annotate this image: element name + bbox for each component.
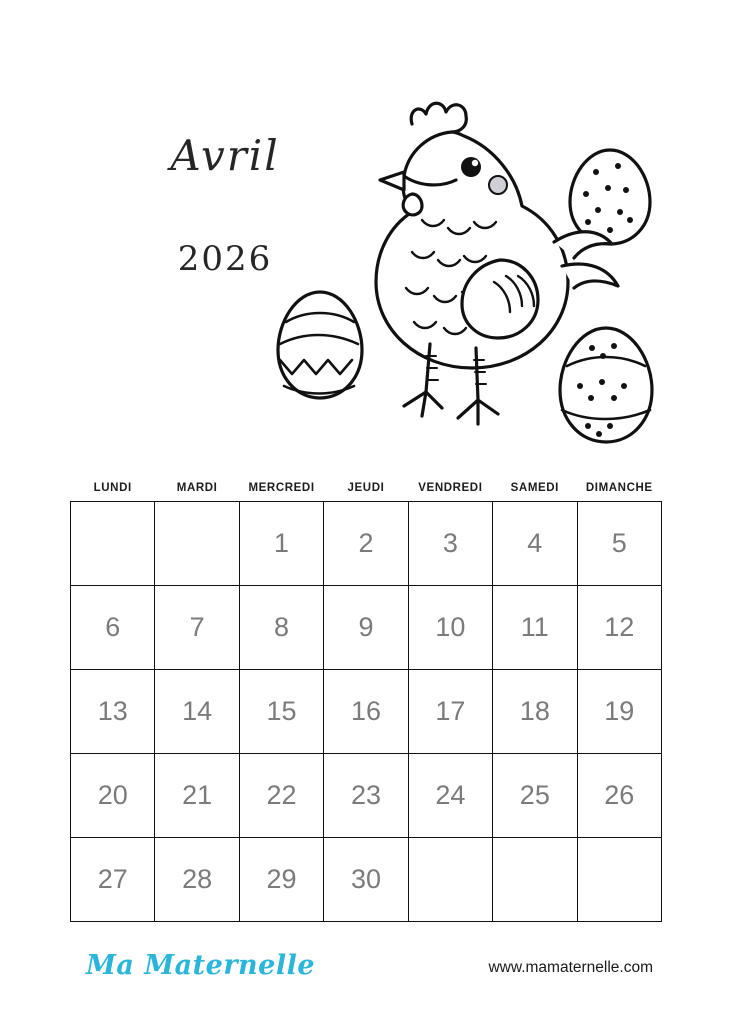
easter-chicken-and-eggs-illustration (262, 60, 682, 450)
egg-top-right (570, 150, 650, 244)
calendar-week-row (71, 502, 662, 586)
weekday-header-mercredi: MERCREDI (248, 482, 315, 494)
weekday-header-dimanche: DIMANCHE (585, 482, 653, 494)
weekday-header-mardi: MARDI (176, 482, 218, 494)
day-cell[interactable]: 22 (239, 754, 323, 838)
day-cell[interactable]: 16 (324, 670, 408, 754)
year-title: 2026 (177, 239, 273, 279)
day-cell[interactable]: 18 (493, 670, 577, 754)
calendar-table (70, 482, 662, 922)
day-cell[interactable] (577, 838, 661, 922)
day-cell[interactable]: 21 (155, 754, 239, 838)
weekday-header-lundi: LUNDI (93, 482, 132, 494)
day-cell[interactable]: 12 (577, 586, 661, 670)
day-cell[interactable]: 4 (493, 502, 577, 586)
day-cell[interactable]: 14 (155, 670, 239, 754)
day-cell[interactable] (408, 838, 492, 922)
calendar-grid (70, 482, 662, 922)
day-cell[interactable]: 25 (493, 754, 577, 838)
day-cell[interactable]: 15 (239, 670, 323, 754)
egg-left-striped (278, 292, 362, 398)
page-footer (0, 950, 731, 1024)
page-header (0, 0, 731, 460)
brand-logo: Ma Maternelle (86, 950, 316, 981)
day-cell[interactable]: 17 (408, 670, 492, 754)
day-cell[interactable]: 10 (408, 586, 492, 670)
day-cell[interactable]: 5 (577, 502, 661, 586)
day-cell[interactable]: 27 (71, 838, 155, 922)
calendar-week-row (71, 670, 662, 754)
day-cell[interactable] (493, 838, 577, 922)
day-cell[interactable]: 2 (324, 502, 408, 586)
day-cell[interactable]: 29 (239, 838, 323, 922)
website-url: www.mamaternelle.com (488, 959, 653, 976)
weekday-header-samedi: SAMEDI (510, 482, 559, 494)
day-cell[interactable]: 20 (71, 754, 155, 838)
day-cell[interactable]: 24 (408, 754, 492, 838)
day-cell[interactable]: 8 (239, 586, 323, 670)
day-cell[interactable]: 9 (324, 586, 408, 670)
day-cell[interactable]: 1 (239, 502, 323, 586)
weekday-header-vendredi: VENDREDI (418, 482, 483, 494)
weekday-header-jeudi: JEUDI (347, 482, 385, 494)
day-cell[interactable]: 19 (577, 670, 661, 754)
day-cell[interactable]: 6 (71, 586, 155, 670)
weekday-header-row (71, 482, 662, 502)
day-cell[interactable]: 13 (71, 670, 155, 754)
day-cell[interactable]: 28 (155, 838, 239, 922)
day-cell[interactable]: 30 (324, 838, 408, 922)
day-cell[interactable]: 3 (408, 502, 492, 586)
day-cell[interactable]: 26 (577, 754, 661, 838)
day-cell[interactable] (155, 502, 239, 586)
calendar-week-row (71, 754, 662, 838)
calendar-week-row (71, 838, 662, 922)
day-cell[interactable] (71, 502, 155, 586)
egg-right-dotted (560, 328, 652, 442)
month-title: Avril (170, 131, 280, 180)
day-cell[interactable]: 23 (324, 754, 408, 838)
day-cell[interactable]: 11 (493, 586, 577, 670)
day-cell[interactable]: 7 (155, 586, 239, 670)
calendar-week-row (71, 586, 662, 670)
